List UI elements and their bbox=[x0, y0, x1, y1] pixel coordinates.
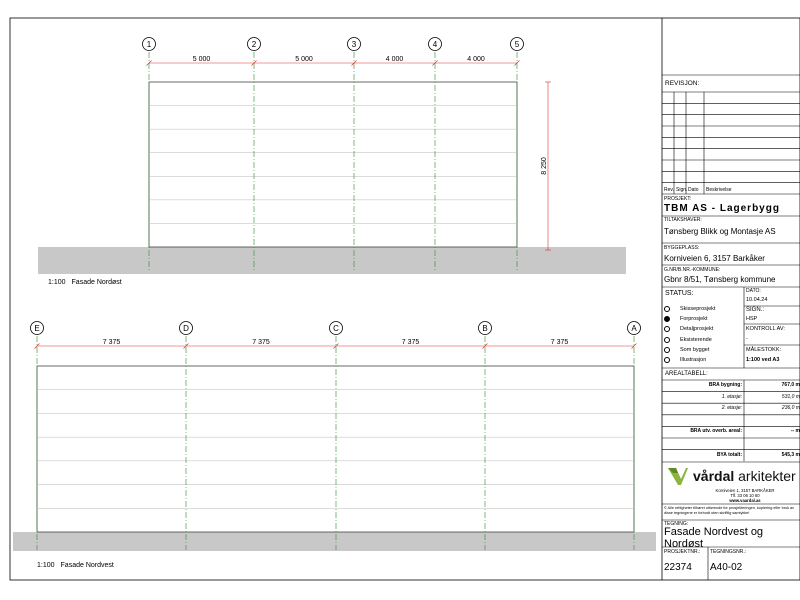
dim-label-ne: 5 000 bbox=[295, 56, 313, 63]
caption-nw: 1:100 Fasade Nordvest bbox=[37, 562, 114, 569]
rev-col-date: Dato bbox=[688, 187, 699, 193]
area-row-value: 531,0 m bbox=[781, 393, 800, 400]
area-row-value: 767,0 m bbox=[781, 382, 800, 388]
grid-label-ne: 5 bbox=[514, 40, 520, 49]
scale-label: MÅLESTOKK: bbox=[746, 347, 782, 353]
site-label: BYGGEPLASS: bbox=[664, 245, 700, 251]
dim-label-nw: 7 375 bbox=[102, 339, 121, 346]
status-option-label: Skisseprosjekt bbox=[680, 306, 716, 312]
copyright-notice: © Alle rettigheter tilhører utførende for prosjekteringen, kopiering eller bruk av disse tegningene er forbudt uten skriftlig samtykke! bbox=[664, 506, 795, 515]
gnr-value: Gbnr 8/51, Tønsberg kommune bbox=[664, 275, 776, 284]
sign-label: SIGN.: bbox=[746, 307, 765, 313]
date-value: 10.04.24 bbox=[746, 297, 768, 303]
logo bbox=[667, 465, 800, 487]
rev-col-sign: Sign. bbox=[676, 187, 688, 193]
status-option bbox=[664, 326, 713, 332]
date-label: DATO: bbox=[746, 288, 761, 294]
ground-nw bbox=[13, 532, 656, 551]
radio-empty-icon bbox=[664, 337, 670, 343]
grid-label-nw: E bbox=[34, 324, 40, 333]
control-label: KONTROLL AV: bbox=[746, 326, 785, 332]
area-row-value: -- m bbox=[790, 428, 800, 435]
grid-label-ne: 1 bbox=[146, 40, 152, 49]
grid-label-ne: 3 bbox=[351, 40, 357, 49]
rev-col-description: Beskrivelse bbox=[706, 187, 732, 193]
grid-label-nw: C bbox=[333, 324, 339, 333]
control-value: - bbox=[746, 336, 748, 342]
area-row-value: 545,3 m bbox=[781, 451, 800, 458]
gnr-label: G.NR/B.NR.-KOMMUNE: bbox=[664, 267, 721, 273]
scale-value: 1:100 ved A3 bbox=[746, 357, 780, 363]
area-table-label: AREALTABELL: bbox=[665, 371, 708, 377]
radio-empty-icon bbox=[664, 326, 670, 332]
status-option-label: Forprosjekt bbox=[680, 316, 708, 323]
grid-label-nw: A bbox=[631, 324, 637, 333]
grid-label-nw: D bbox=[183, 324, 189, 333]
drawing-label: TEGNING: bbox=[664, 521, 689, 527]
dim-label-ne: 5 000 bbox=[192, 56, 211, 63]
facade-nw-wall bbox=[37, 366, 634, 532]
facade-north-east bbox=[38, 38, 626, 287]
office-phone: Tlf. 33 06 10 60 bbox=[730, 493, 760, 498]
project-name: TBM AS - Lagerbygg bbox=[664, 203, 780, 214]
client-label: TILTAKSHAVER: bbox=[664, 217, 702, 223]
radio-empty-icon bbox=[664, 306, 670, 312]
status-option bbox=[664, 357, 706, 363]
dim-label-ne: 4 000 bbox=[467, 56, 485, 63]
grid-label-nw: B bbox=[482, 324, 488, 333]
revision-label: REVISJON: bbox=[665, 80, 700, 87]
area-row-value: 236,0 m bbox=[781, 405, 800, 412]
dim-label-nw: 7 375 bbox=[252, 339, 270, 346]
project-number: 22374 bbox=[664, 562, 692, 573]
status-option bbox=[664, 337, 712, 343]
sign-value: HSP bbox=[746, 316, 758, 322]
radio-empty-icon bbox=[664, 347, 670, 353]
radio-empty-icon bbox=[664, 357, 670, 363]
facade-north-west bbox=[13, 322, 656, 570]
radio-filled-icon bbox=[664, 316, 670, 322]
area-row-label: 2. etasje: bbox=[721, 405, 742, 412]
drawing-number: A40-02 bbox=[710, 562, 743, 573]
project-label: PROSJEKT: bbox=[664, 196, 692, 202]
site-address: Korniveien 6, 3157 Barkåker bbox=[664, 254, 765, 263]
status-option-label: Illustrasjon bbox=[680, 357, 707, 363]
grid-label-ne: 2 bbox=[251, 40, 257, 49]
dim-label-nw: 7 375 bbox=[550, 339, 569, 346]
drawing-number-label: TEGNINGSNR.: bbox=[710, 549, 747, 555]
status-option bbox=[664, 306, 715, 312]
drawing-title: Fasade Nordvest og Nordøst bbox=[664, 526, 764, 550]
rev-col-rev: Rev. bbox=[664, 187, 674, 193]
caption-ne: 1:100 Fasade Nordøst bbox=[48, 279, 122, 286]
office-web: www.vaardal.as bbox=[729, 498, 761, 503]
client-name: Tønsberg Blikk og Montasje AS bbox=[664, 227, 776, 236]
office-address: Korniveien 1, 3157 BARKÅKER bbox=[715, 488, 775, 493]
ground-ne bbox=[38, 247, 626, 274]
vardal-logo-icon bbox=[667, 465, 689, 487]
height-dim-label: 8 250 bbox=[541, 157, 548, 175]
dim-label-ne: 4 000 bbox=[385, 56, 404, 63]
status-option bbox=[664, 316, 708, 322]
area-row-label: BRA bygning: bbox=[708, 382, 742, 388]
project-number-label: PROSJEKTNR.: bbox=[664, 549, 701, 555]
area-row-label: BYA totalt: bbox=[716, 451, 742, 458]
logo-wordmark: vårdal arkitekter bbox=[693, 468, 796, 484]
dim-label-nw: 7 375 bbox=[401, 339, 420, 346]
status-option-label: Som bygget bbox=[680, 346, 710, 353]
status-label: STATUS: bbox=[665, 290, 694, 297]
area-row-label: 1. etasje: bbox=[721, 393, 742, 400]
status-option bbox=[664, 347, 709, 353]
area-row-label: BRA utv. overb. areal: bbox=[690, 428, 742, 435]
status-option-label: Eksisterende bbox=[680, 336, 712, 343]
status-option-label: Detaljprosjekt bbox=[680, 326, 714, 333]
facade-ne-wall bbox=[149, 82, 517, 247]
grid-label-ne: 4 bbox=[432, 40, 438, 49]
